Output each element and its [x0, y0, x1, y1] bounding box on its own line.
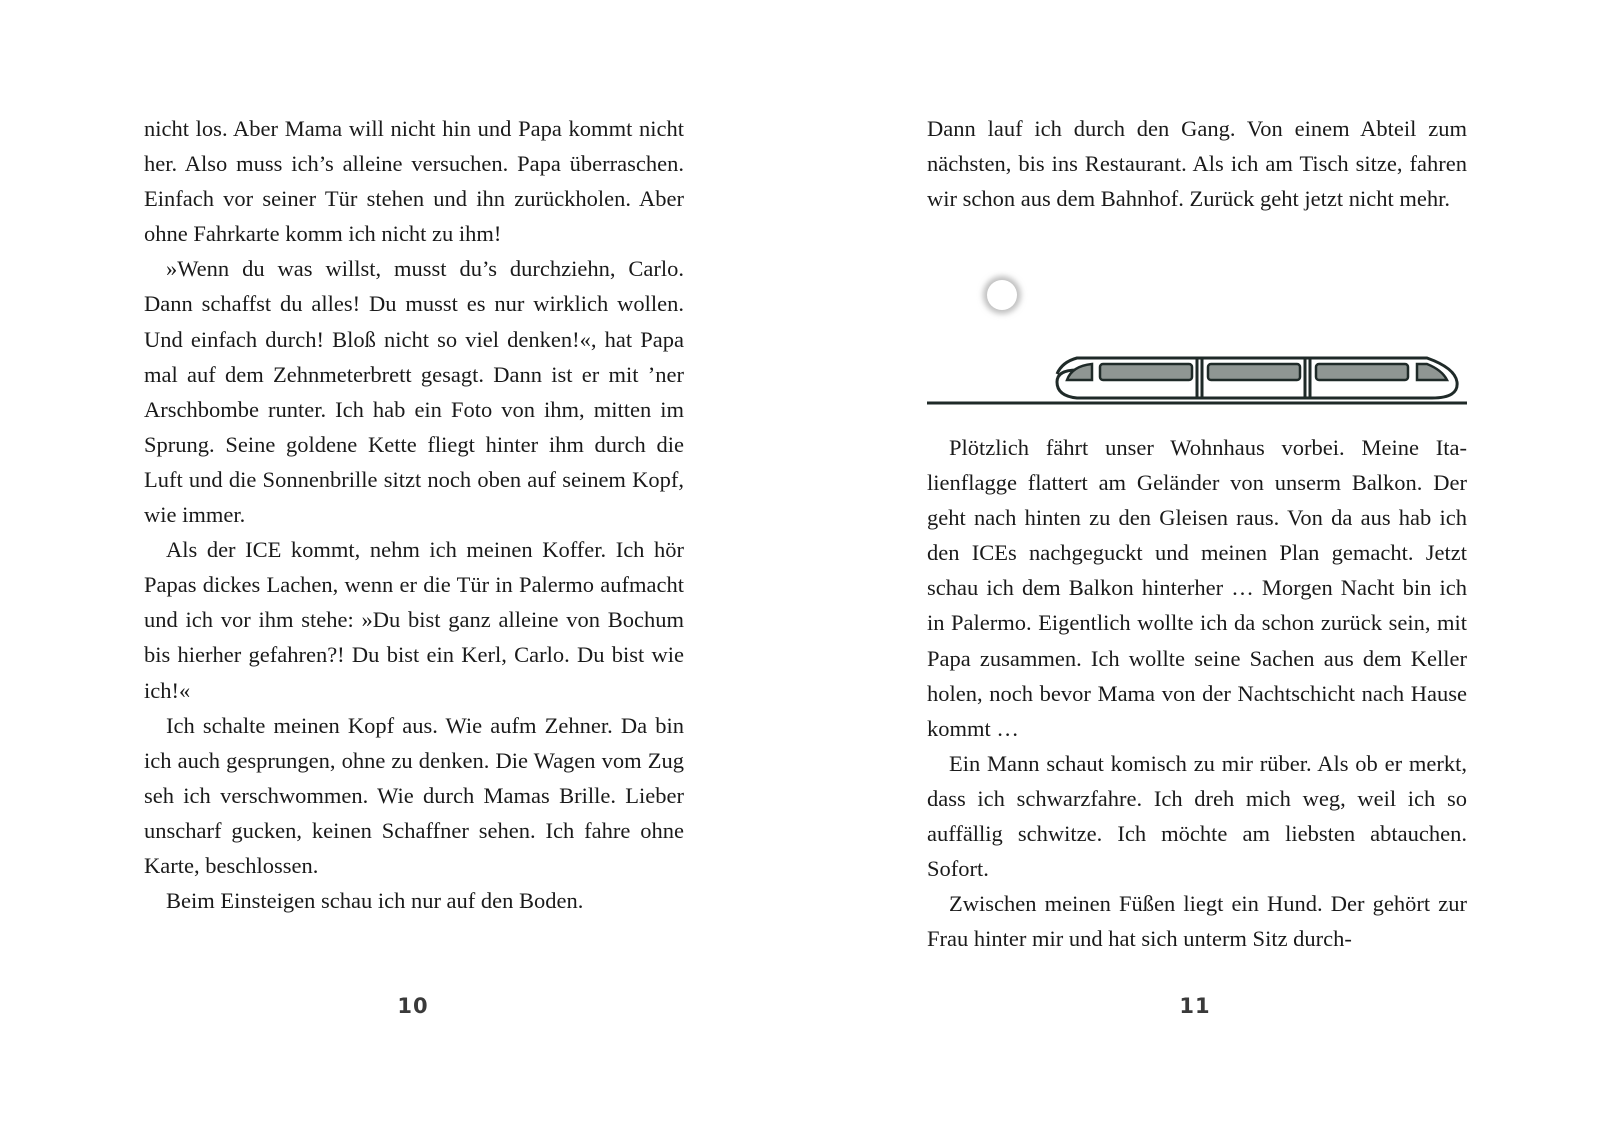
paragraph: Dann lauf ich durch den Gang. Von einem Abteil zum nächsten, bis ins Restaurant. Als ich am Tisch sitze, fahren wir schon aus dem Bahnhof. Zurück geht jetzt nicht mehr. [927, 116, 1467, 212]
paragraph: Ich schalte meinen Kopf aus. Wie aufm Zehner. Da bin ich auch gesprungen, ohne zu denken. Die Wagen vom Zug seh ich verschwommen. Wie durch Mamas Brille. Lieber unscharf gucken, keinen Schaffner sehen. Ich fahre ohne Karte, beschlossen. [144, 712, 684, 878]
right-page-text-top [927, 111, 1467, 216]
paragraph: Beim Einsteigen schau ich nur auf den Boden. [166, 888, 584, 914]
moon-icon [983, 276, 1021, 314]
paragraph: Als der ICE kommt, nehm ich meinen Koffer. Ich hör Papas dickes Lachen, wenn er die Tür in Palermo aufmacht und ich vor ihm stehe: »Du bist ganz alleine von Bochum bis hierher gefahren?! Du bist ein Kerl, Carlo. Du bist wie ich!« [144, 537, 684, 703]
train-illustration [927, 270, 1467, 410]
paragraph: nicht los. Aber Mama will nicht hin und Papa kommt nicht her. Also muss ich’s alleine versuchen. Papa überraschen. Einfach vor seiner Tür stehen und ihn zurückholen. Aber ohne Fahrkarte komm ich nicht zu ihm! [144, 116, 684, 247]
paragraph: »Wenn du was willst, musst du’s durchziehn, Carlo. Dann schaffst du alles! Du musst es nur wirklich wollen. Und einfach durch! Bloß nicht so viel denken!«, hat Papa mal auf dem Zehnmeterbrett gesagt. Dann ist er mit ’ner Arschbombe runter. Ich hab ein Foto von ihm, mitten im Sprung. Seine goldene Kette fliegt hinter ihm durch die Luft und die Sonnenbrille sitzt noch oben auf seinem Kopf, wie immer. [144, 256, 684, 528]
right-page-text-bottom [927, 430, 1467, 956]
paragraph: Plötzlich fährt unser Wohnhaus vorbei. Meine Italienflagge flattert am Geländer von unserm Balkon. Der geht nach hinten zu den Gleisen raus. Von da aus hab ich den ICEs nachgeguckt und meinen Plan gemacht. Jetzt schau ich dem Balkon hinterher … Morgen Nacht bin ich in Palermo. Eigentlich wollte ich da schon zurück sein, mit Papa zusammen. Ich wollte seine Sachen aus dem Keller holen, noch bevor Mama von der Nachtschicht nach Hause kommt … [927, 435, 1467, 741]
train-icon [1057, 358, 1457, 398]
page-number-left: 10 [397, 994, 429, 1018]
page-number-right: 11 [1179, 994, 1211, 1018]
paragraph: Ein Mann schaut komisch zu mir rüber. Als ob er merkt, dass ich schwarzfahre. Ich dreh mich weg, weil ich so auffällig schwitze. Ich möchte am liebsten abtauchen. Sofort. [927, 750, 1467, 882]
left-page-text [144, 111, 684, 918]
paragraph: Zwischen meinen Füßen liegt ein Hund. Der gehört zur Frau hinter mir und hat sich unterm Sitz durch- [927, 891, 1467, 952]
